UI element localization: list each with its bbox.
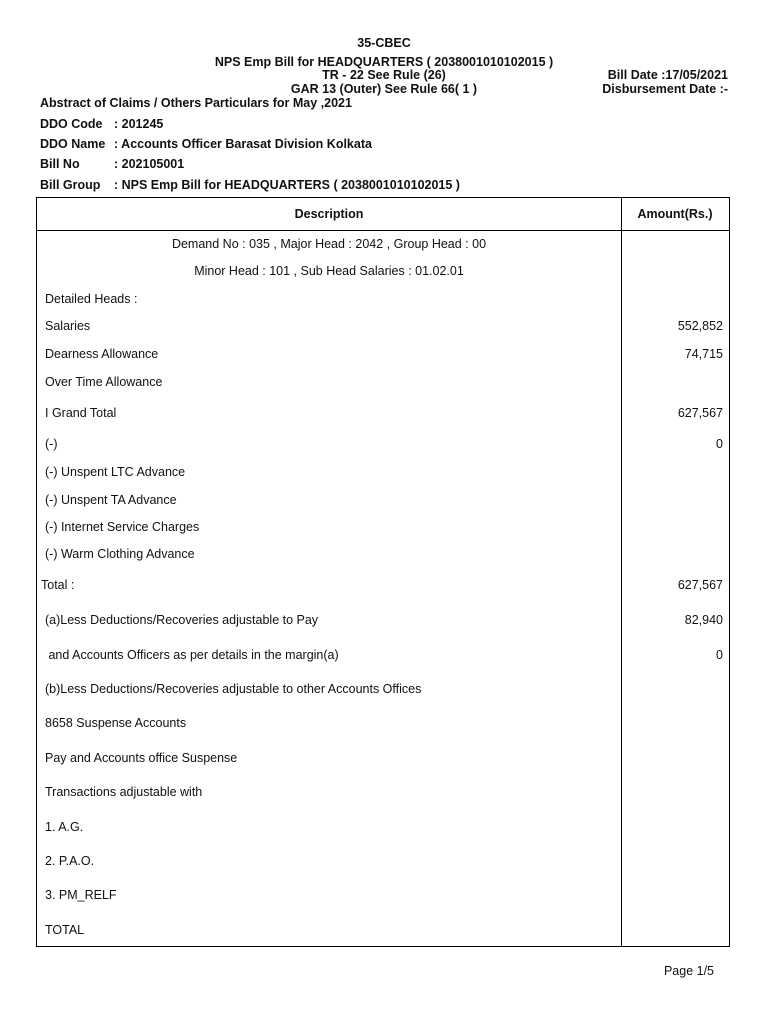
row-description: (-) Unspent LTC Advance: [45, 465, 186, 479]
ddo-name-label: DDO Name: [40, 137, 106, 151]
row-description: (-) Warm Clothing Advance: [45, 547, 195, 561]
row-description: TOTAL: [45, 923, 85, 937]
bill-title: NPS Emp Bill for HEADQUARTERS ( 2038001010102015 ): [214, 55, 554, 69]
table-row: [37, 406, 729, 422]
table-row: [37, 493, 729, 509]
row-description: Detailed Heads :: [45, 292, 138, 306]
table-row: [37, 820, 729, 836]
claims-table: [36, 197, 730, 947]
bill-date: Bill Date :17/05/2021: [607, 68, 728, 82]
table-row: [37, 319, 729, 335]
row-amount: 82,940: [684, 613, 723, 627]
row-description: Demand No : 035 , Major Head : 2042 , Group Head : 00: [171, 237, 487, 251]
table-row: [37, 716, 729, 732]
table-row: [37, 888, 729, 904]
row-description: and Accounts Officers as per details in the margin(a): [45, 648, 339, 662]
row-amount: 627,567: [677, 406, 723, 420]
bill-group-value: : NPS Emp Bill for HEADQUARTERS ( 2038001010102015 ): [114, 178, 460, 192]
description-column-header: Description: [294, 207, 364, 221]
page-number: Page 1/5: [663, 964, 714, 978]
rule-tr: TR - 22 See Rule (26): [322, 68, 446, 82]
table-row: [37, 264, 729, 280]
ddo-name-value: : Accounts Officer Barasat Division Kolkata: [114, 137, 372, 151]
row-amount: 627,567: [677, 578, 723, 592]
table-row: [37, 237, 729, 253]
rule-gar: GAR 13 (Outer) See Rule 66( 1 ): [290, 82, 478, 96]
table-row: [37, 854, 729, 870]
row-description: Pay and Accounts office Suspense: [45, 751, 238, 765]
row-description: I Grand Total: [45, 406, 117, 420]
row-description: (-) Internet Service Charges: [45, 520, 200, 534]
row-description: (b)Less Deductions/Recoveries adjustable to other Accounts Offices: [45, 682, 422, 696]
row-description: (a)Less Deductions/Recoveries adjustable to Pay: [45, 613, 319, 627]
table-row: [37, 465, 729, 481]
header-rule: [37, 230, 729, 231]
row-amount: 74,715: [684, 347, 723, 361]
row-description: Over Time Allowance: [45, 375, 163, 389]
disbursement-date: Disbursement Date :-: [602, 82, 728, 96]
table-row: [37, 292, 729, 308]
row-description: Minor Head : 101 , Sub Head Salaries : 01.02.01: [194, 264, 464, 278]
bill-group-label: Bill Group: [40, 178, 101, 192]
row-description: Transactions adjustable with: [45, 785, 203, 799]
row-description: (-): [45, 437, 58, 451]
row-amount: 0: [716, 437, 723, 451]
ddo-code-value: : 201245: [114, 117, 164, 131]
row-description: 1. A.G.: [45, 820, 84, 834]
row-description: 3. PM_RELF: [45, 888, 117, 902]
row-amount: 0: [716, 648, 723, 662]
table-row: [37, 347, 729, 363]
table-row: [37, 648, 729, 664]
row-amount: 552,852: [677, 319, 723, 333]
row-description: Salaries: [45, 319, 91, 333]
ddo-code-label: DDO Code: [40, 117, 103, 131]
bill-no-label: Bill No: [40, 157, 80, 171]
row-description: Dearness Allowance: [45, 347, 159, 361]
table-row: [37, 520, 729, 536]
bill-no-value: : 202105001: [114, 157, 185, 171]
table-row: [37, 375, 729, 391]
row-description: 8658 Suspense Accounts: [45, 716, 187, 730]
table-row: [37, 613, 729, 629]
table-row: [37, 751, 729, 767]
row-description: (-) Unspent TA Advance: [45, 493, 177, 507]
table-row: [37, 437, 729, 453]
amount-column-header: Amount(Rs.): [637, 207, 713, 221]
table-row: [37, 547, 729, 563]
table-row: [37, 923, 729, 939]
office-title: 35-CBEC: [357, 36, 411, 50]
abstract-heading: Abstract of Claims / Others Particulars for May ,2021: [40, 96, 352, 110]
row-description: Total :: [41, 578, 75, 592]
table-row: [37, 785, 729, 801]
table-row: [37, 682, 729, 698]
table-row: [37, 578, 729, 594]
row-description: 2. P.A.O.: [45, 854, 95, 868]
